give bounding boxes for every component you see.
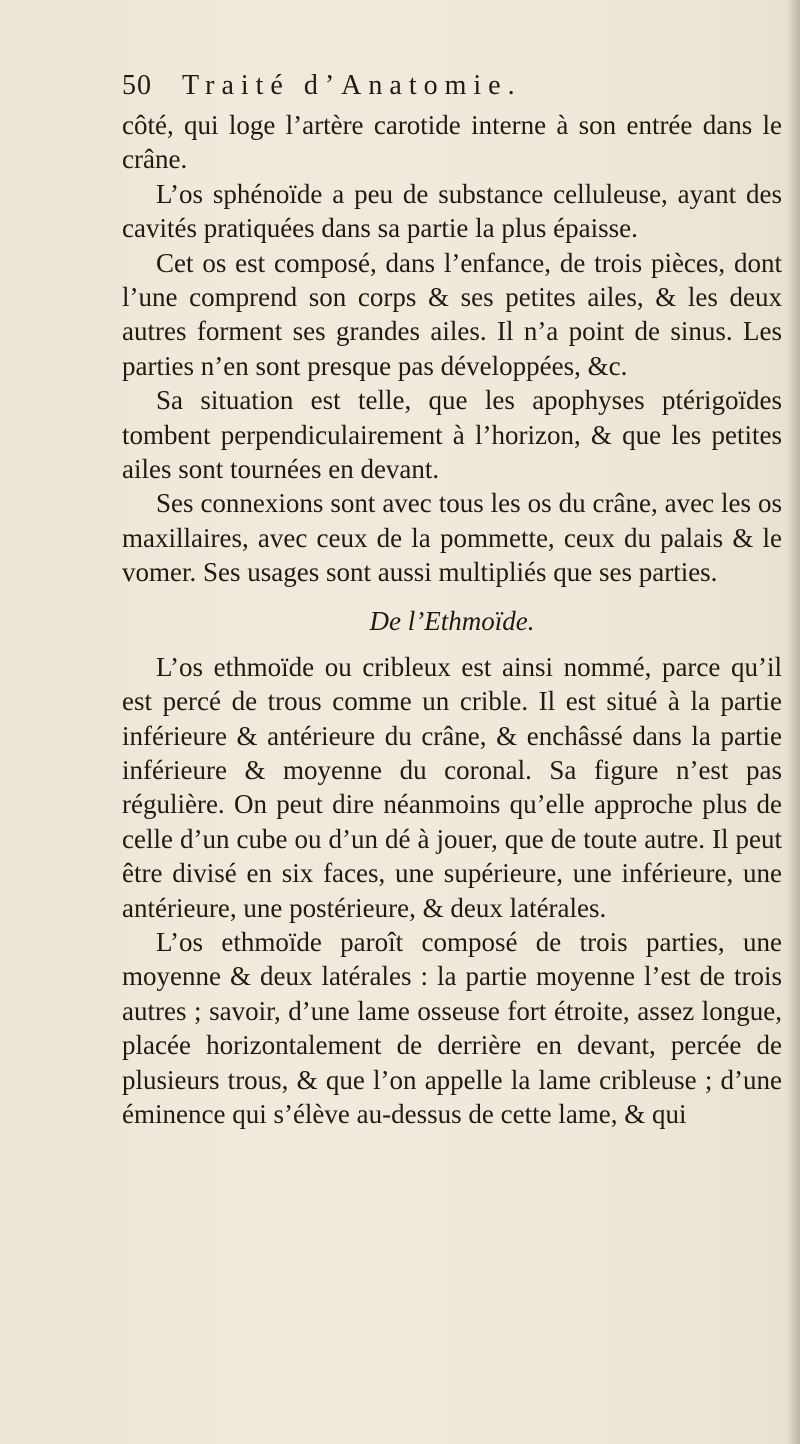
paragraph-composition: Cet os est composé, dans l’enfance, de trois pièces, dont l’une comprend son corps & ses petites ailes, & les deux autres forment ses grandes ailes. Il n’a point de sinus. Les parties n’en sont presque pas développées, &c. — [122, 247, 782, 381]
body-text — [122, 108, 782, 1131]
paragraph-substance: L’os sphénoïde a peu de substance celluleuse, ayant des cavités pratiquées dans sa partie la plus épaisse. — [122, 178, 782, 244]
page-number: 50 — [122, 70, 152, 101]
paragraph-ethmoide-description: L’os ethmoïde ou cribleux est ainsi nommé, parce qu’il est percé de trous comme un crible. Il est situé à la partie inférieure & antérieure du crâne, & enchâssé dans la partie inférieure & moyenne du coronal. Sa figure n’est pas régulière. On peut dire néanmoins qu’elle approche plus de celle d’un cube ou d’un dé à jouer, que de toute autre. Il peut être divisé en six faces, une supérieure, une inférieure, une antérieure, une postérieure, & deux latérales. — [122, 651, 782, 923]
page-edge-shadow — [786, 0, 800, 1444]
paragraph-situation: Sa situation est telle, que les apophyses ptérigoïdes tombent perpendiculairement à l’horizon, & que les petites ailes sont tournées en devant. — [122, 385, 782, 485]
page-header — [122, 70, 782, 110]
paragraph-ethmoide-parts: L’os ethmoïde paroît composé de trois parties, une moyenne & deux latérales : la partie moyenne l’est de trois autres ; savoir, d’une lame osseuse fort étroite, assez longue, placée horizontalement de derrière en devant, percée de plusieurs trous, & que l’on appelle la lame cribleuse ; d’une éminence qui s’élève au-dessus de cette lame, & qui — [122, 926, 782, 1129]
running-title: Traité d’Anatomie. — [182, 70, 522, 101]
paragraph-connexions: Ses connexions sont avec tous les os du crâne, avec les os maxillaires, avec ceux de la pommette, ceux du palais & le vomer. Ses usages sont aussi multipliés que ses parties. — [122, 488, 782, 588]
paragraph-continuation: côté, qui loge l’artère carotide interne à son entrée dans le crâne. — [122, 110, 782, 175]
section-heading-ethmoide: De l’Ethmoïde. — [369, 605, 535, 636]
